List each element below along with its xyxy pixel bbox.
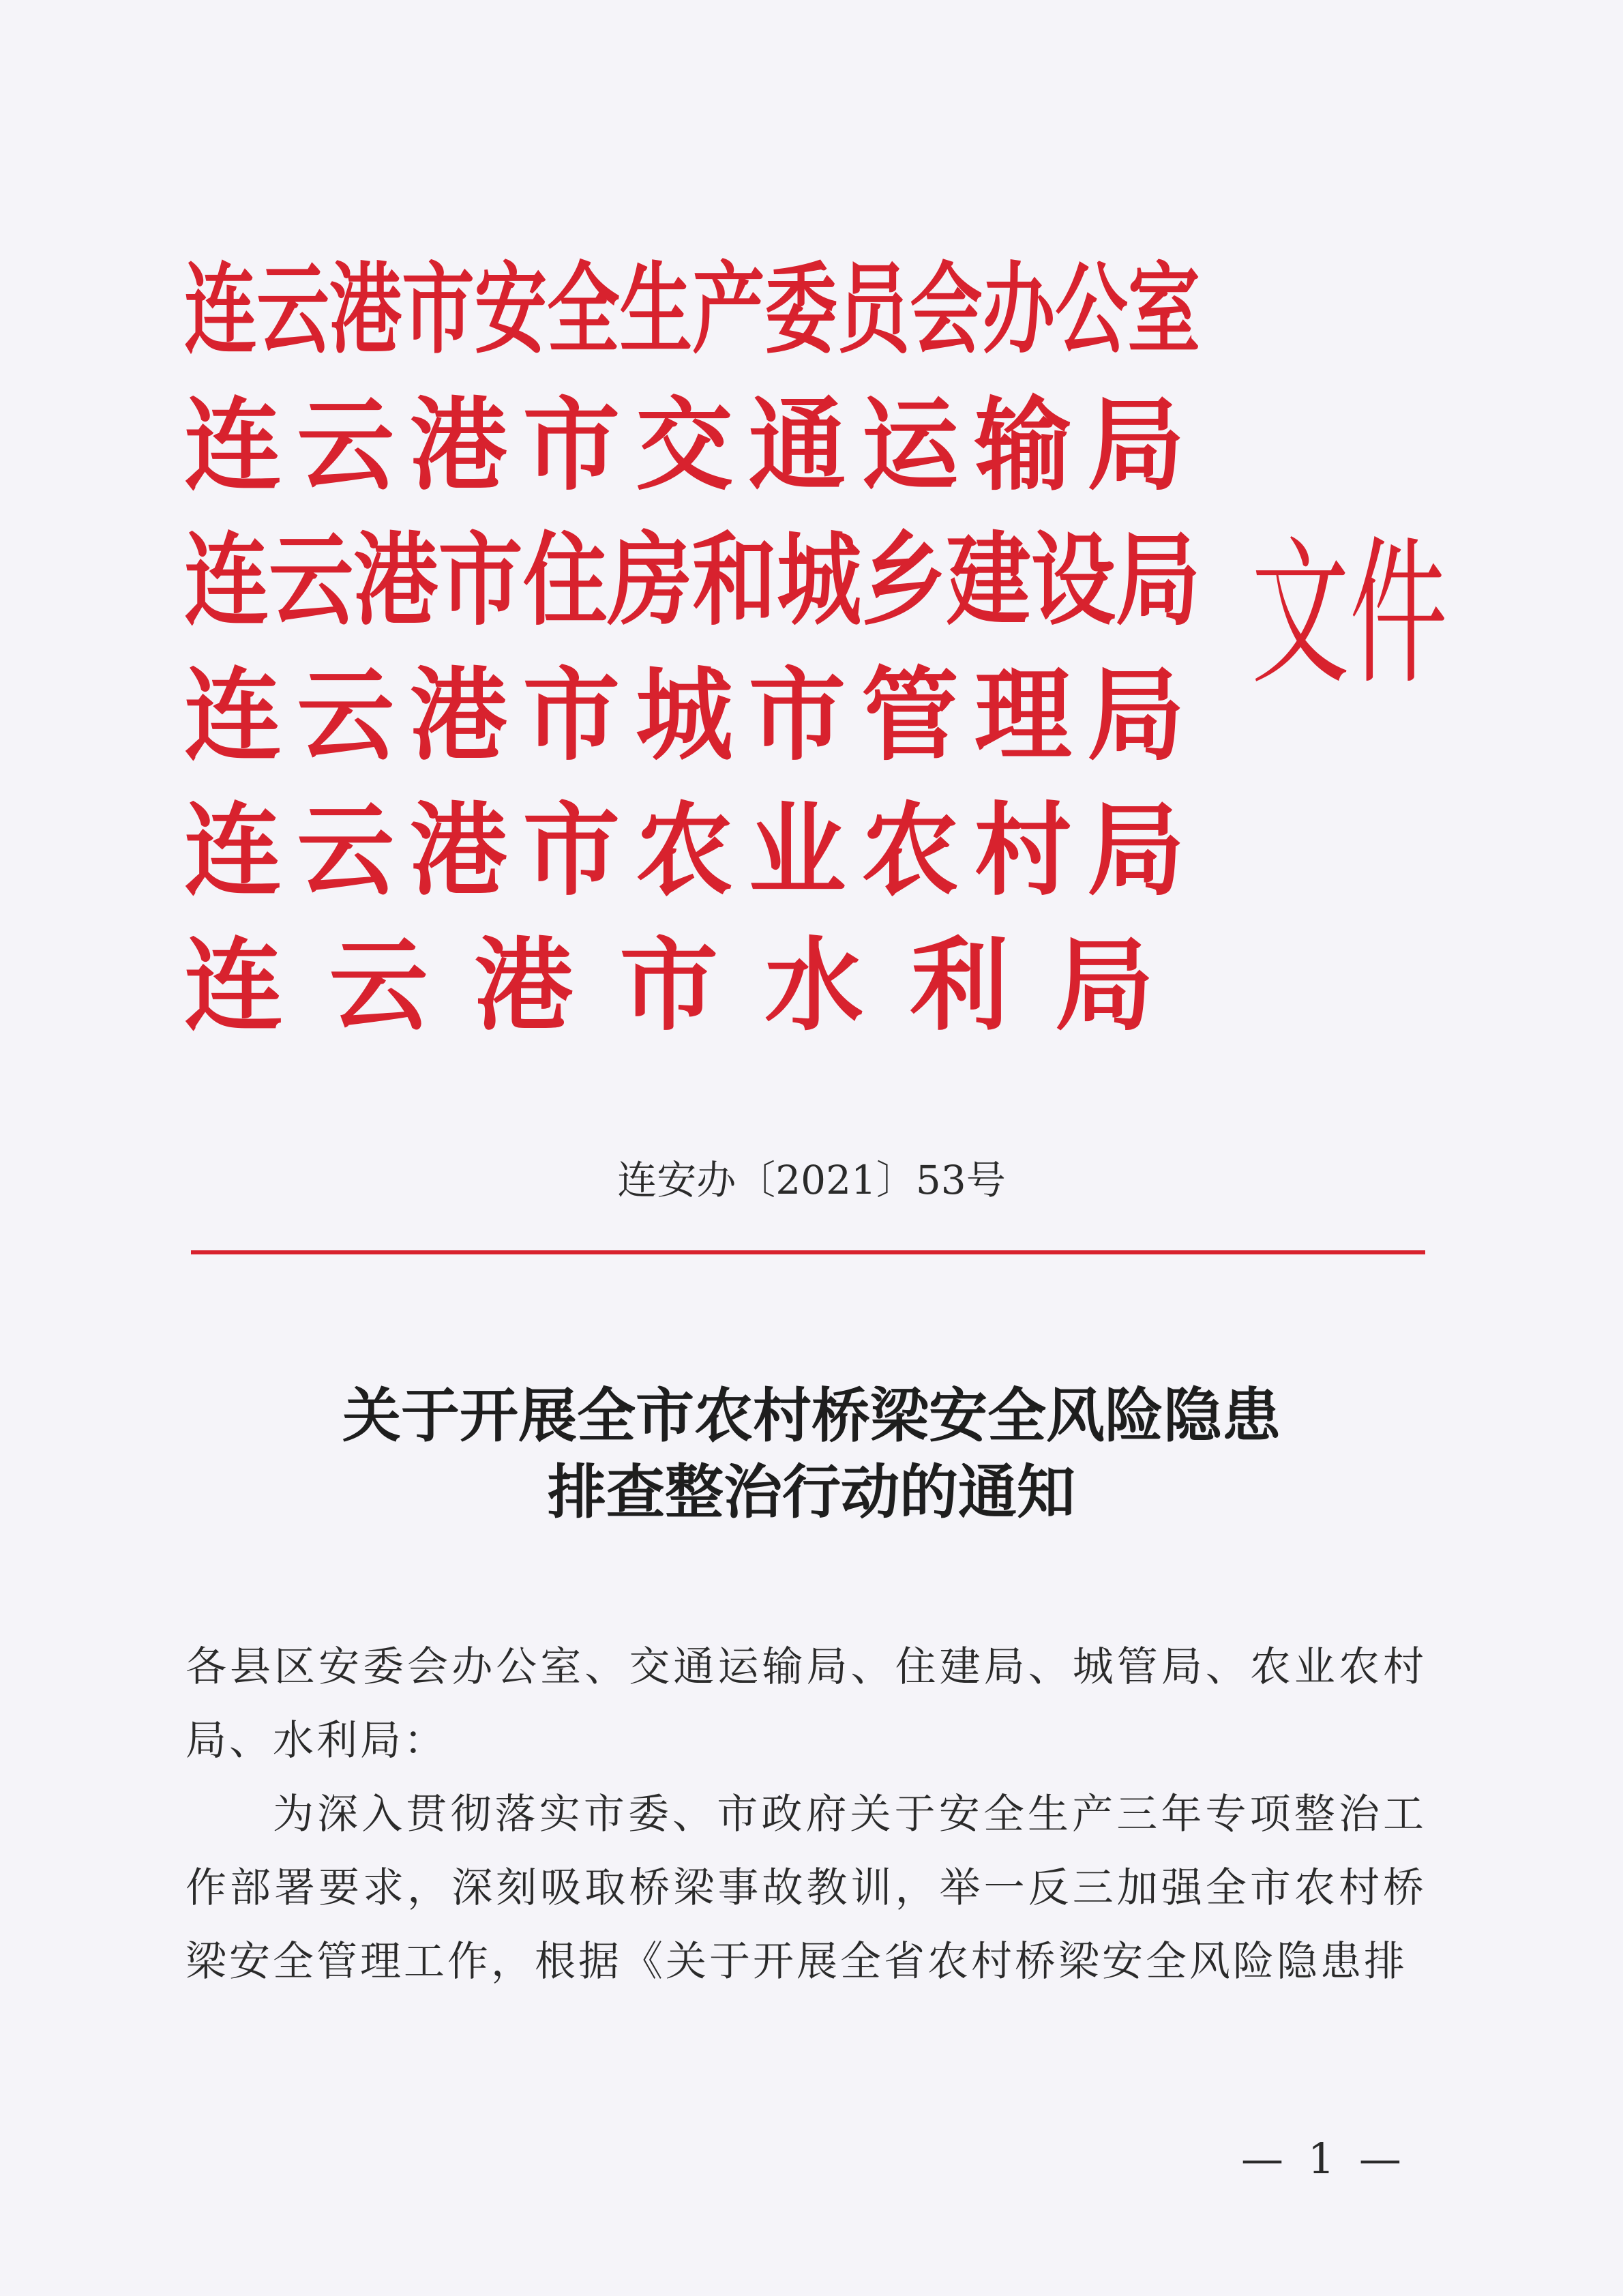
- paragraph-1: 为深入贯彻落实市委、市政府关于安全生产三年专项整治工作部署要求，深刻吸取桥梁事故教训，举一反三加强全市农村桥梁安全管理工作，根据《关于开展全省农村桥梁安全风险隐患排: [185, 1791, 1427, 1986]
- issuing-authorities: [184, 242, 1200, 1053]
- notice-title: [0, 1378, 1623, 1531]
- issuer-line-1: 连云港市安全生产委员会办公室: [184, 252, 1200, 368]
- notice-body: [185, 1630, 1427, 1999]
- header-divider: [191, 1250, 1425, 1254]
- issuer-line-6: 连云港市水利局: [184, 926, 1200, 1044]
- title-line-2: 排查整治行动的通知: [548, 1458, 1075, 1527]
- document-label: 文件: [1251, 522, 1448, 706]
- issuer-line-4: 连云港市城市管理局: [184, 656, 1200, 774]
- issuer-line-5: 连云港市农业农村局: [184, 791, 1200, 909]
- title-line-1: 关于开展全市农村桥梁安全风险隐患: [342, 1381, 1281, 1450]
- issuer-line-2: 连云港市交通运输局: [184, 385, 1200, 504]
- document-number: 连安办〔2021〕53号: [617, 1157, 1006, 1203]
- issuer-line-3: 连云港市住房和城乡建设局: [184, 520, 1200, 639]
- recipients: 各县区安委会办公室、交通运输局、住建局、城管局、农业农村局、水利局：: [185, 1643, 1427, 1765]
- page-number: — 1 —: [1241, 2134, 1407, 2183]
